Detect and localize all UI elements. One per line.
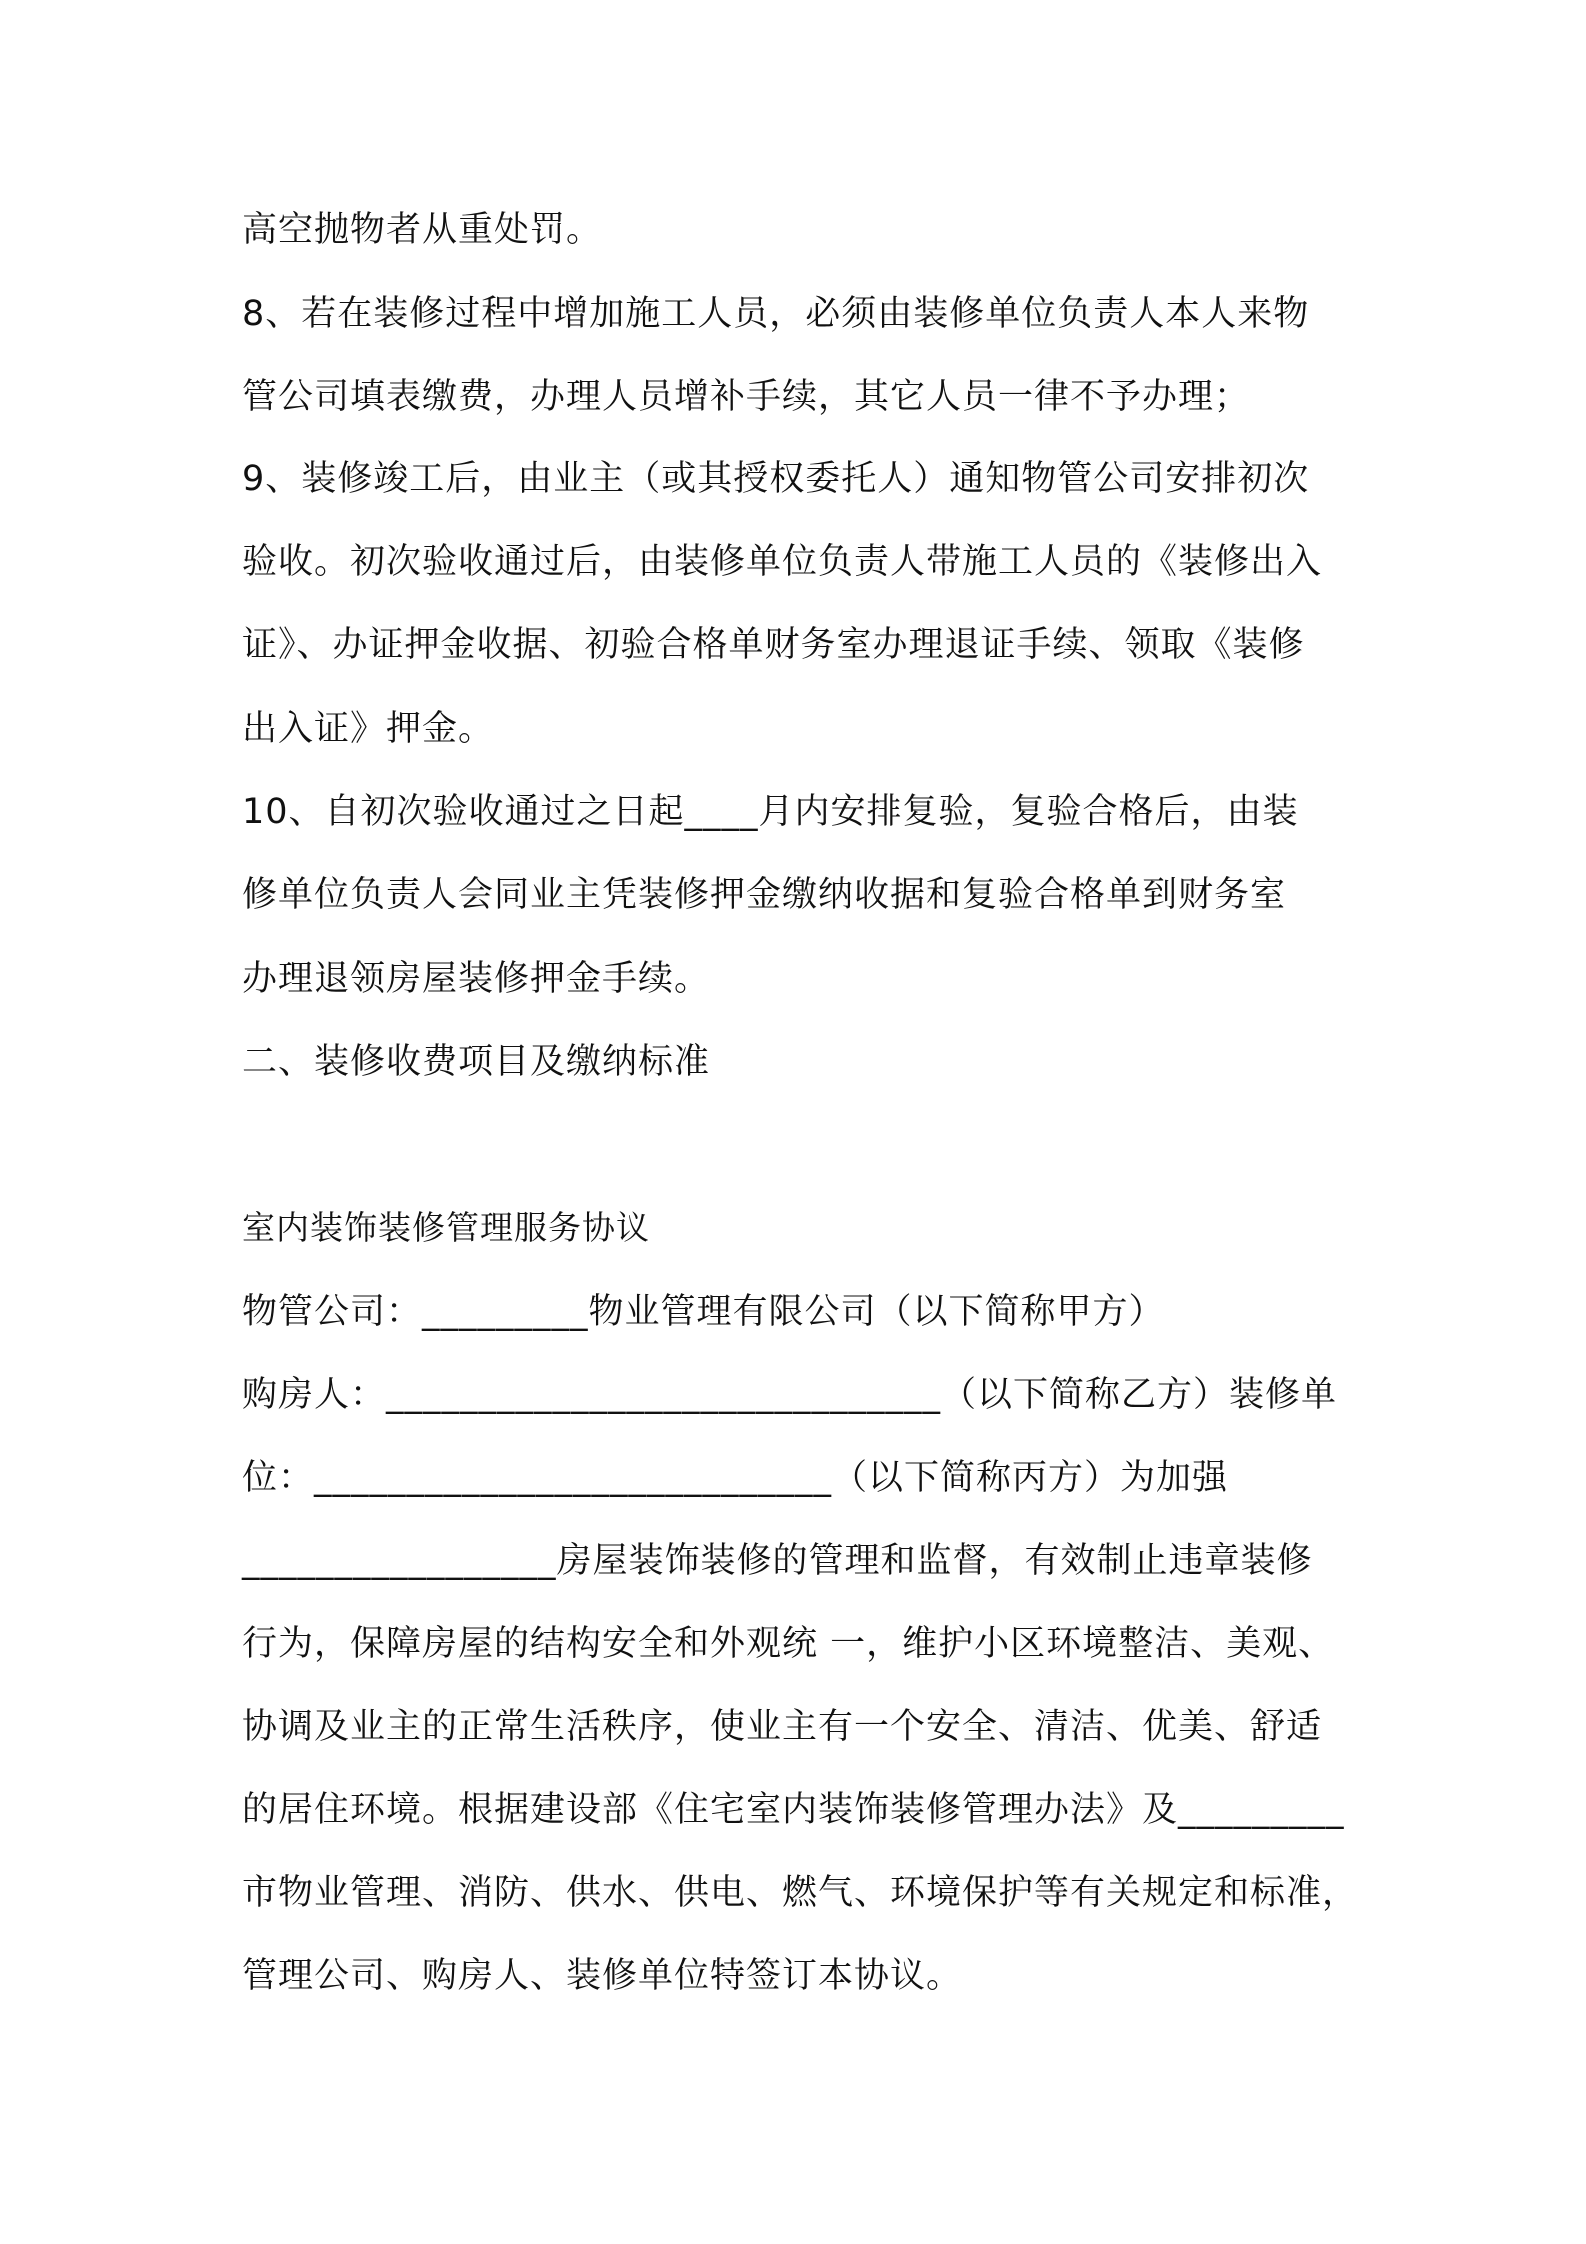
agreement-line: 市物业管理、消防、供水、供电、燃气、环境保护等有关规定和标准， [242, 1873, 1359, 1913]
agreement-title: 室内装饰装修管理服务协议 [242, 1208, 650, 1247]
text-line: 10、自初次验收通过之日起____月内安排复验，复验合格后，由装 [242, 792, 1299, 832]
agreement-line: _________________房屋装饰装修的管理和监督，有效制止违章装修 [242, 1541, 1313, 1581]
agreement-line: 的居住环境。根据建设部《住宅室内装饰装修管理办法》及_________ [242, 1790, 1345, 1830]
text-line: 出入证》押金。 [242, 709, 495, 749]
text-line: 8、若在装修过程中增加施工人员，必须由装修单位负责人本人来物 [242, 294, 1310, 334]
text-line: 验收。初次验收通过后，由装修单位负责人带施工人员的《装修出入 [242, 542, 1323, 582]
agreement-line: 行为，保障房屋的结构安全和外观统 一，维护小区环境整洁、美观、 [242, 1624, 1335, 1664]
agreement-line: 购房人：______________________________（以下简称乙方）装修单 [242, 1375, 1338, 1415]
agreement-line: 协调及业主的正常生活秩序，使业主有一个安全、清洁、优美、舒适 [242, 1707, 1323, 1747]
agreement-line: 物管公司：_________物业管理有限公司（以下简称甲方） [242, 1292, 1165, 1332]
text-line: 高空抛物者从重处罚。 [242, 210, 603, 250]
text-line: 办理退领房屋装修押金手续。 [242, 959, 711, 999]
text-line: 9、装修竣工后，由业主（或其授权委托人）通知物管公司安排初次 [242, 459, 1310, 499]
text-line: 管公司填表缴费，办理人员增补手续，其它人员一律不予办理； [242, 377, 1251, 417]
text-line: 证》、办证押金收据、初验合格单财务室办理退证手续、领取《装修 [242, 625, 1305, 665]
agreement-line: 位：____________________________（以下简称丙方）为加强 [242, 1458, 1229, 1498]
agreement-line: 管理公司、购房人、装修单位特签订本协议。 [242, 1956, 963, 1996]
text-line: 修单位负责人会同业主凭装修押金缴纳收据和复验合格单到财务室 [242, 875, 1287, 915]
section-heading: 二、装修收费项目及缴纳标准 [242, 1042, 711, 1082]
